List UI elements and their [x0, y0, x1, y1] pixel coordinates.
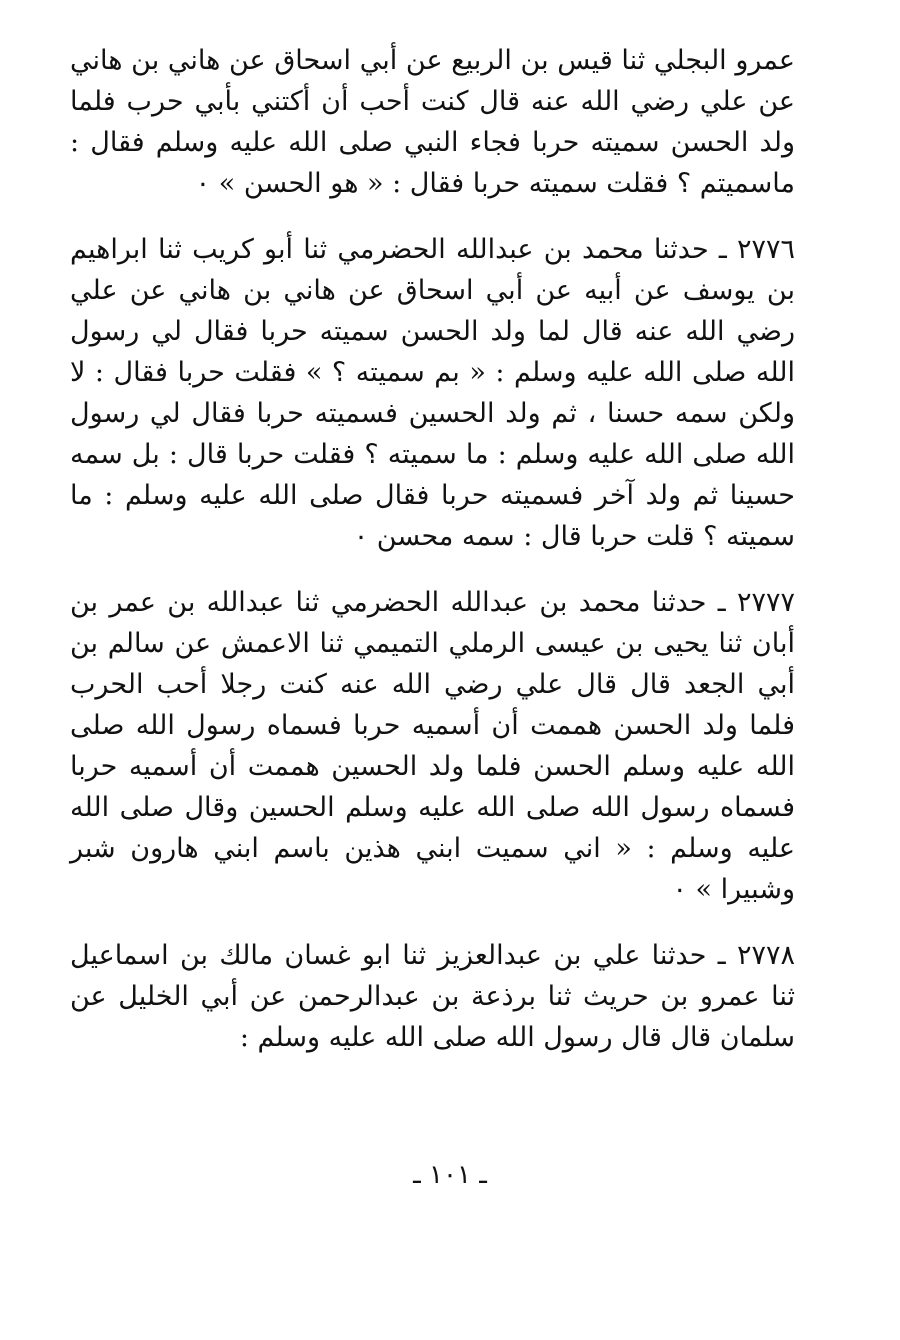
- page-number: ـ ١٠١ ـ: [413, 1160, 487, 1190]
- page-text-body: [70, 40, 795, 1083]
- paragraph-hadith-2776: ٢٧٧٦ ـ حدثنا محمد بن عبدالله الحضرمي ثنا أبو كريب ثنا ابراهيم بن يوسف عن أبيه عن أبي اسحاق عن هاني بن هاني عن علي رضي الله عنه قال لما ولد الحسن سميته حربا فقال لي رسول الله صلى الله عليه وسلم : « بم سميته ؟ » فقلت حربا فقال : لا ولكن سمه حسنا ، ثم ولد الحسين فسميته حربا فقال لي رسول الله صلى الله عليه وسلم : ما سميته ؟ فقلت حربا قال : بل سمه حسينا ثم ولد آخر فسميته حربا فقال صلى الله عليه وسلم : ما سميته ؟ قلت حربا قال : سمه محسن ٠: [70, 234, 795, 552]
- paragraph-hadith-2778: ٢٧٧٨ ـ حدثنا علي بن عبدالعزيز ثنا ابو غسان مالك بن اسماعيل ثنا عمرو بن حريث ثنا برذعة بن عبدالرحمن عن أبي الخليل عن سلمان قال قال رسول الله صلى الله عليه وسلم :: [70, 940, 795, 1053]
- paragraph-hadith-2777: ٢٧٧٧ ـ حدثنا محمد بن عبدالله الحضرمي ثنا عبدالله بن عمر بن أبان ثنا يحيى بن عيسى الرملي التميمي ثنا الاعمش عن سالم بن أبي الجعد قال قال علي رضي الله عنه كنت رجلا أحب الحرب فلما ولد الحسن هممت أن أسميه حربا فسماه رسول الله صلى الله عليه وسلم الحسن فلما ولد الحسين هممت أن أسميه حربا فسماه رسول الله صلى الله عليه وسلم الحسين وقال صلى الله عليه وسلم : « اني سميت ابني هذين باسم ابني هارون شبر وشبيرا » ٠: [70, 587, 796, 905]
- paragraph-continuation: عمرو البجلي ثنا قيس بن الربيع عن أبي اسحاق عن هاني بن هاني عن علي رضي الله عنه قال كنت أحب أن أكتني بأبي حرب فلما ولد الحسن سميته حربا فجاء النبي صلى الله عليه وسلم فقال : ماسميتم ؟ فقلت سميته حربا فقال : « هو الحسن » ٠: [70, 45, 795, 199]
